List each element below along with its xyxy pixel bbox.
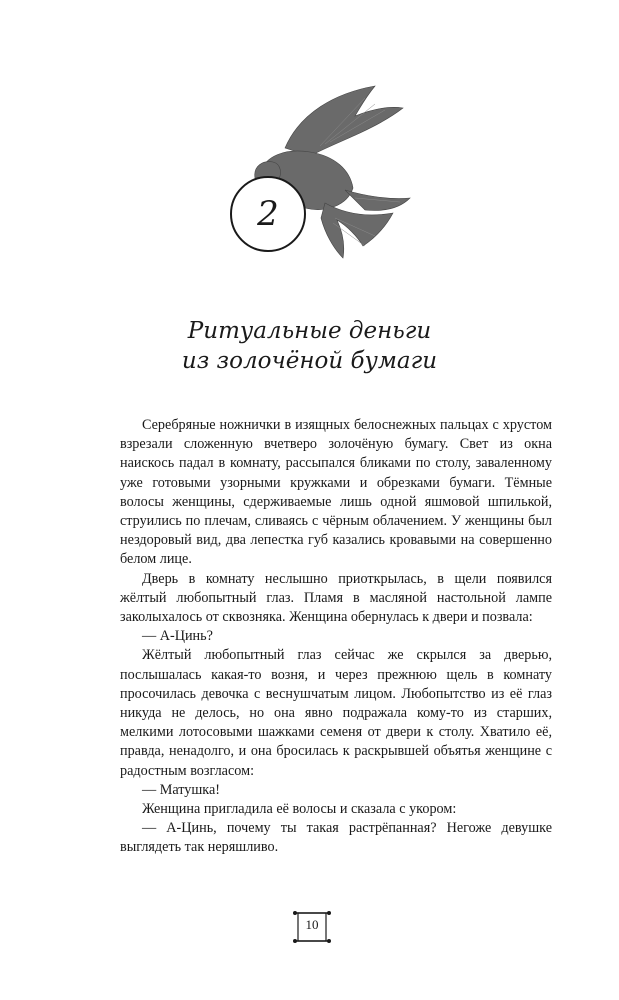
chapter-title-line-1: Ритуальные деньги [187, 318, 432, 344]
paragraph: Женщина пригладила её волосы и сказала с укором: [142, 801, 457, 818]
chapter-body [120, 416, 552, 858]
page-number: 10 [305, 917, 319, 932]
paragraph: — А-Цинь? [142, 628, 213, 645]
chapter-number: 2 [230, 176, 306, 252]
paragraph: Жёлтый любопытный глаз сейчас же скрылся за дверью, послышалась какая-то возня, и через прежнюю щель в комнату просочилась девочка с веснушчатым лицом. Любопытство из её глаз никуда не делось, но она явно подражала кому-то из старших, мелкими лотосовыми шажками семеня от двери к столу. Хватило её, правда, ненадолго, и она бросилась к раскрывшей объятья женщине с радостным возгласом: [120, 647, 552, 779]
paragraph: — Матушка! [142, 781, 221, 798]
chapter-title-line-2: из золочёной бумаги [181, 348, 438, 374]
chapter-title [0, 316, 619, 376]
paragraph: Дверь в комнату неслышно приоткрылась, в щели появился жёлтый любопытный глаз. Пламя в масляной настольной лампе заколыхалось от сквозняка. Женщина обернулась к двери и позвала: [120, 570, 552, 626]
paragraph: — А-Цинь, почему ты такая растрёпанная? Негоже девушке выглядеть так неряшливо. [120, 820, 552, 856]
paragraph: Серебряные ножнички в изящных белоснежных пальцах с хрустом взрезали сложенную вчетверо золочёную бумагу. Свет из окна наискось падал в комнату, рассыпался бликами по столу, заваленному уже готовыми узорными кружками и обрезками бумаги. Тёмные волосы женщины, сдерживаемые лишь одной яшмовой шпилькой, струились по плечам, сливаясь с чёрным облачением. У женщины был нездоровый вид, два лепестка губ казались кровавыми на совершенно белом лице. [120, 417, 552, 568]
